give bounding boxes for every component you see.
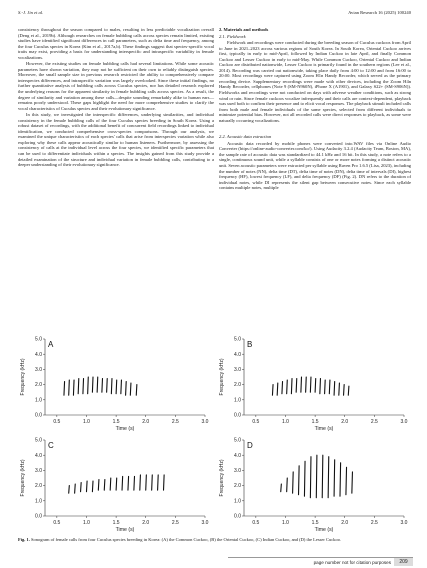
call-note xyxy=(75,484,76,493)
y-tick-label: 0.0 xyxy=(234,412,241,419)
call-note xyxy=(107,379,108,393)
x-tick-label: 1.5 xyxy=(112,520,120,526)
call-note xyxy=(116,380,117,394)
left-paragraph-3: In this study, we investigated the interspecific differences, underlying similarities, and individual consistency in the female bubbling calls of the four Cuculus species breeding in South Korea. Using a robust dataset of recordings, with the additional benefit of concurrent field recordings linked to individual identification, we conducted comprehensive cross-species comparisons. Through our analysis, we examined the unique characteristics of each species' calls that arise from interspecies variation while also exploring why these calls appear acoustically similar to human listeners. Furthermore, by assessing the consistency of calls at the individual level across the four species, we identified specific parameters that can be used to differentiate individuals within a species. The insights gained from this study provide a detailed examination of the structure and individual variation in female bubbling calls, contributing to a deeper understanding of their evolutionary significance. xyxy=(18,112,214,168)
call-note xyxy=(272,385,273,396)
call-note xyxy=(340,463,341,496)
call-note xyxy=(78,379,79,394)
call-note xyxy=(86,481,87,492)
call-note xyxy=(291,379,292,394)
footer-note: page number not for citation purposes xyxy=(313,560,391,565)
call-note xyxy=(130,383,131,395)
x-tick-label: 1.0 xyxy=(282,419,289,425)
x-tick-label: 2.0 xyxy=(341,520,349,526)
y-tick-label: 4.0 xyxy=(35,452,42,459)
panel-b xyxy=(214,333,410,436)
y-tick-label: 0.0 xyxy=(234,513,241,520)
call-note xyxy=(310,457,311,498)
y-tick-label: 2.0 xyxy=(35,483,42,490)
left-paragraph-2: However, the existing studies on female bubbling calls had several limitations. While some acoustic parameters have shown variation, they may not be sufficient on their own to reliably distinguish species. Moreover, the small sample size in previous research restricted the ability to comprehensively compare interspecies differences, and intraspecific variation was largely overlooked. Since these initial findings, no further quantitative analysis of bubbling calls across Cuculus species, nor has detailed research explored the underlying reasons for the apparent similarity in female bubbling calls across species. As a result, the degree of similarity and variation among these calls—despite sounding remarkably alike to human ears—remains poorly understood. These gaps highlight the need for more comprehensive studies to clarify the vocal characteristics of Cuculus species and their evolutionary significance. xyxy=(18,61,214,111)
call-note xyxy=(111,379,112,394)
y-tick-label: 3.0 xyxy=(234,468,241,474)
call-note xyxy=(281,484,282,492)
call-note xyxy=(325,380,326,394)
subsection-heading-fieldwork: 2.1. Fieldwork xyxy=(219,33,246,39)
y-tick-label: 1.0 xyxy=(35,397,42,404)
call-note xyxy=(296,379,297,393)
call-note xyxy=(122,476,123,490)
page-footer xyxy=(0,555,427,568)
y-tick-label: 4.0 xyxy=(234,351,241,358)
x-tick-label: 1.0 xyxy=(83,520,90,526)
y-tick-label: 0.0 xyxy=(35,513,42,520)
x-tick-label: 2.5 xyxy=(171,520,179,526)
x-tick-label: 3.0 xyxy=(400,520,408,526)
y-tick-label: 1.0 xyxy=(35,498,42,505)
x-tick-label: 1.5 xyxy=(311,520,319,526)
acoustic-paragraph: Acoustic data recorded by mobile phones were converted into.WAV files via Online Audio Converter (https://online-audio-converter.com/ko/). Using Audacity 3.2.4 (Audacity Team, Boston, MA), the sample rate of acoustic data was standardized to 44.1 kHz and 16 bit. In this study, a note refers to a single, continuous sound unit, while a syllable consists of one or more notes forming a distinct acoustic unit. Seven acoustic parameters were extracted per syllable using Raven Pro 1.6.5 (Lisa, 2023), including the number of notes (NN), delta time (DT), delta time of notes (DN), delta time of intervals (DI), highest frequency (HF), lowest frequency (LF), and delta frequency (DF) (Fig. 2). DN refers to the duration of individual notes, while DI represents the silent gap between consecutive notes. Since each syllable contains multiple notes, multiple xyxy=(219,140,411,191)
y-axis-label: Frequency (kHz) xyxy=(20,459,26,497)
call-note xyxy=(299,466,300,495)
call-note xyxy=(92,377,93,392)
x-tick-label: 3.0 xyxy=(400,419,408,425)
section-heading-methods: 2. Materials and methods xyxy=(219,27,269,32)
call-note xyxy=(346,467,347,494)
call-note xyxy=(110,478,111,490)
call-note xyxy=(81,483,82,492)
call-note xyxy=(316,455,317,498)
y-axis-label: Frequency (kHz) xyxy=(219,358,225,396)
call-note xyxy=(315,379,316,393)
call-note xyxy=(140,475,141,490)
call-note xyxy=(73,380,74,395)
caption-label: Fig. 1. xyxy=(18,537,30,542)
caption-text: Sonogram of female calls from four Cuculus species breeding in Korea: (A) the Common Cuckoo, (B) the Oriental Cuckoo, (C) Indian Cuckoo, and (D) the Lesser Cuckoo. xyxy=(29,537,342,542)
footer-rule xyxy=(228,557,413,558)
call-note xyxy=(102,379,103,393)
y-tick-label: 1.0 xyxy=(234,397,241,404)
panel-d xyxy=(214,434,410,537)
call-note xyxy=(320,379,321,394)
x-tick-label: 2.5 xyxy=(171,419,179,425)
y-tick-label: 0.0 xyxy=(35,412,42,419)
y-tick-label: 2.0 xyxy=(35,382,42,389)
x-tick-label: 0.5 xyxy=(252,520,260,526)
call-note xyxy=(134,476,135,490)
call-note xyxy=(158,475,159,490)
y-tick-label: 2.0 xyxy=(234,483,241,490)
y-tick-label: 2.0 xyxy=(234,382,241,389)
running-head-authors: S.-J. Jin et al. xyxy=(18,10,44,15)
panel-label: D xyxy=(247,441,253,450)
y-tick-label: 1.0 xyxy=(234,498,241,505)
y-tick-label: 5.0 xyxy=(35,437,42,444)
x-tick-label: 1.0 xyxy=(83,419,90,425)
call-note xyxy=(344,385,345,396)
y-axis-label: Frequency (kHz) xyxy=(219,459,225,497)
x-tick-label: 1.0 xyxy=(282,520,289,526)
call-note xyxy=(334,460,335,496)
call-note xyxy=(92,481,93,492)
running-head-journal: Avian Research 16 (2025) 100240 xyxy=(348,10,411,15)
panel-label: A xyxy=(48,340,54,349)
y-tick-label: 4.0 xyxy=(35,351,42,358)
call-note xyxy=(282,382,283,394)
panel-label: B xyxy=(247,340,253,349)
y-tick-label: 5.0 xyxy=(234,336,241,343)
x-tick-label: 1.5 xyxy=(112,419,120,425)
x-tick-label: 1.5 xyxy=(311,419,319,425)
call-note xyxy=(69,380,70,395)
x-tick-label: 2.0 xyxy=(142,419,150,425)
y-tick-label: 3.0 xyxy=(35,468,42,474)
left-column xyxy=(18,27,214,169)
y-tick-label: 3.0 xyxy=(35,367,42,373)
y-tick-label: 5.0 xyxy=(35,336,42,343)
call-note xyxy=(348,386,349,395)
call-note xyxy=(328,457,329,498)
spectrogram-A xyxy=(15,333,211,436)
call-note xyxy=(83,379,84,394)
call-note xyxy=(277,383,278,395)
call-note xyxy=(126,382,127,396)
call-note xyxy=(136,385,137,396)
x-tick-label: 0.5 xyxy=(252,419,260,425)
x-axis-label: Time (s) xyxy=(314,527,334,533)
panel-c xyxy=(15,434,211,537)
spectrogram-C xyxy=(15,434,211,537)
y-tick-label: 4.0 xyxy=(234,452,241,459)
y-axis-label: Frequency (kHz) xyxy=(20,358,26,396)
fieldwork-paragraph: Fieldwork and recordings were conducted during the breeding season of Cuculus cuckoos from April to June in 2021–2023 across various regions of South Korea. In South Korea, Oriental Cuckoo arrives first, typically in early to mid-April, followed by Indian Cuckoo in late April, and finally Common Cuckoo and Lesser Cuckoo in early to mid-May. While Common Cuckoo, Oriental Cuckoo and Indian Cuckoo are distributed nationwide, Lesser Cuckoo is primarily found in the southern regions (Lee et al., 2014). Recording was carried out nationwide, taking place daily from 4:00 to 12:00 and from 16:00 to 20:00. Most recordings were captured using Zoom H1n Handy Recorder, which served as the primary recording device. Supplementary recordings were made with other devices, including the Zoom H4n Handy Recorder, cellphones (Note 9 (SM-N960N), iPhone X (A1901), and Galaxy S22+ (SM-S906N)). Fieldworks and recordings were not conducted on days with adverse weather conditions, such as strong wind or rain. Since female cuckoos vocalize infrequently and their calls are context-dependent, playback was used both to confirm their presence and to elicit vocal responses. The playback stimuli included calls from both male and female individuals of the same species, selected from different individuals to minimize potential bias. However, not all recorded calls were direct responses to playback, as some were naturally occurring vocalizations. xyxy=(219,40,411,123)
x-tick-label: 3.0 xyxy=(201,419,209,425)
x-axis-label: Time (s) xyxy=(314,426,334,432)
subsection-heading-acoustic: 2.2. Acoustic data extraction xyxy=(219,134,272,140)
x-tick-label: 3.0 xyxy=(201,520,209,526)
call-note xyxy=(306,377,307,392)
call-note xyxy=(97,377,98,392)
call-note xyxy=(287,380,288,394)
call-note xyxy=(88,377,89,394)
y-tick-label: 5.0 xyxy=(234,437,241,444)
call-note xyxy=(304,461,305,496)
left-paragraph-1: consistency throughout the season compared to males, resulting in less predictable vocalization overall (Deng et al., 2019b). Although researches on female bubbling calls across species remain limited, existing studies have identified significant differences in call parameters, such as delta time and frequency, among the four Cuculus species in Korea (Kim et al., 2017a,b). These findings suggest that species-specific vocal traits may exist, providing a basis for understanding interspecific and intraspecific variability in female vocalizations. xyxy=(18,27,214,60)
x-axis-label: Time (s) xyxy=(115,426,135,432)
call-note xyxy=(352,472,353,493)
call-note xyxy=(334,382,335,396)
call-note xyxy=(128,476,129,490)
call-note xyxy=(152,475,153,490)
y-tick-label: 3.0 xyxy=(234,367,241,373)
figure-sonograms xyxy=(0,333,427,538)
x-tick-label: 2.5 xyxy=(370,520,378,526)
call-note xyxy=(146,475,147,490)
call-note xyxy=(310,377,311,392)
x-tick-label: 2.0 xyxy=(341,419,349,425)
x-tick-label: 2.5 xyxy=(370,419,378,425)
call-note xyxy=(69,486,70,494)
x-axis-label: Time (s) xyxy=(115,527,135,533)
call-note xyxy=(329,380,330,394)
page-number: 209 xyxy=(394,558,413,566)
call-note xyxy=(301,377,302,392)
x-tick-label: 0.5 xyxy=(53,419,61,425)
spectrogram-D xyxy=(214,434,410,537)
right-column xyxy=(219,27,411,192)
call-note xyxy=(287,478,288,492)
x-tick-label: 2.0 xyxy=(142,520,150,526)
call-note xyxy=(98,480,99,491)
x-tick-label: 0.5 xyxy=(53,520,61,526)
call-note xyxy=(64,382,65,396)
figure-caption xyxy=(18,537,411,543)
call-note xyxy=(121,380,122,394)
call-note xyxy=(293,472,294,493)
panel-label: C xyxy=(48,441,54,450)
spectrogram-B xyxy=(214,333,410,436)
call-note xyxy=(164,475,165,490)
panel-a xyxy=(15,333,211,436)
call-note xyxy=(322,455,323,498)
call-note xyxy=(104,480,105,491)
call-note xyxy=(116,478,117,490)
call-note xyxy=(339,383,340,395)
